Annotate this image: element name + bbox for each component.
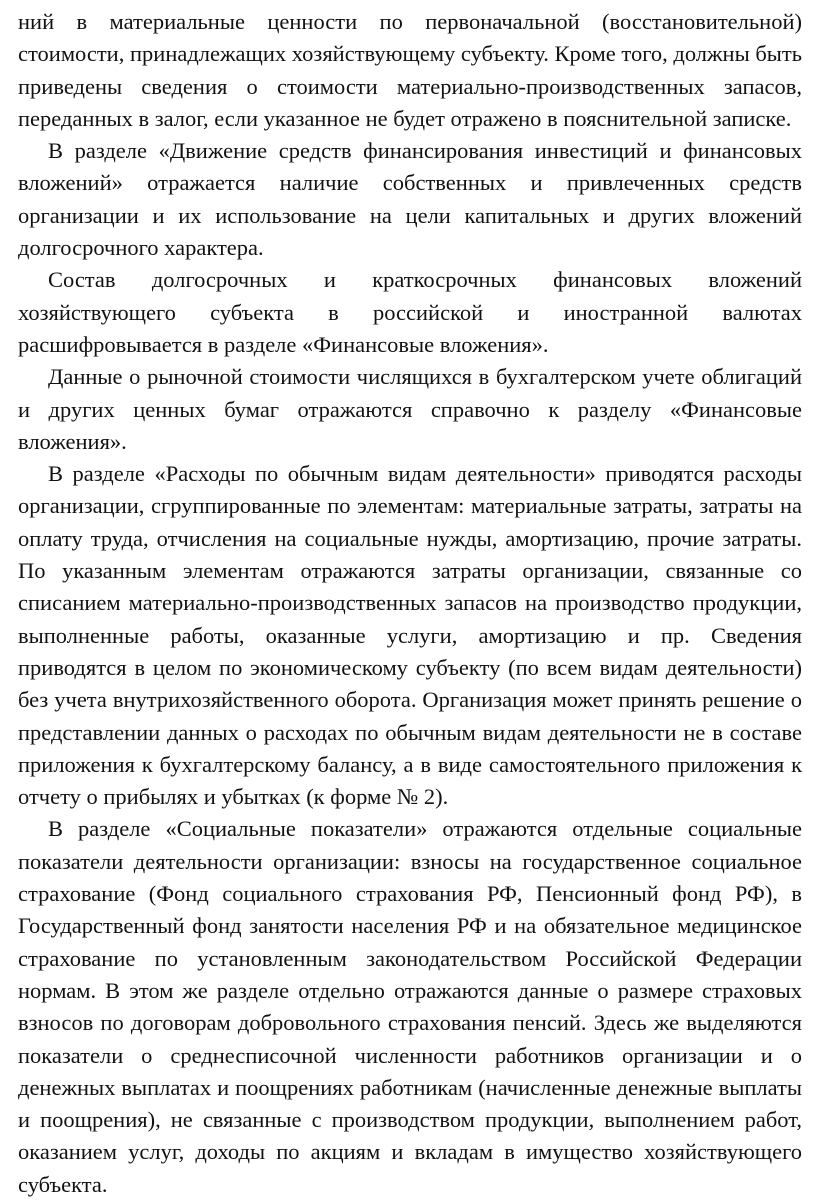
paragraph-continuation: ний в материальные ценности по первоначальной (восстановительной) стоимости, принадлежащих хозяйствующему субъекту. Кроме того, должны быть приведены сведения о стоимости материально-производственных запасов, переданных в залог, если указанное не будет отражено в пояснительной записке.: [18, 9, 802, 131]
paragraph-investment-financing: В разделе «Движение средств финансирования инвестиций и финансовых вложений» отражается наличие собственных и привлеченных средств организации и их использование на цели капитальных и других вложений долгосрочного характера.: [18, 138, 802, 261]
paragraph-ordinary-expenses: В разделе «Расходы по обычным видам деятельности» приводятся расходы организации, сгруппированные по элементам: материальные затраты, затраты на оплату труда, отчисления на социальные нужды, амортизацию, прочие затраты. По указанным элементам отражаются затраты организации, связанные со списанием материально-производственных запасов на производство продукции, выполненные работы, оказанные услуги, амортизацию и пр. Сведения приводятся в целом по экономическому субъекту (по всем видам деятельности) без учета внутрихозяйственного оборота. Организация может принять решение о представлении данных о расходах по обычным видам деятельности не в составе приложения к бухгалтерскому балансу, а в виде самостоятельного приложения к отчету о прибылях и убытках (к форме № 2).: [18, 461, 802, 810]
paragraph-market-value: Данные о рыночной стоимости числящихся в бухгалтерском учете облигаций и других ценных бумаг отражаются справочно к разделу «Финансовые вложения».: [18, 364, 802, 454]
paragraph-financial-investments: Состав долгосрочных и краткосрочных финансовых вложений хозяйствующего субъекта в российской и иностранной валютах расшифровывается в разделе «Финансовые вложения».: [18, 267, 802, 357]
document-page: [18, 6, 802, 1201]
paragraph-social-indicators: В разделе «Социальные показатели» отражаются отдельные социальные показатели деятельности организации: взносы на государственное социальное страхование (Фонд социального страхования РФ, Пенсионный фонд РФ), в Государственный фонд занятости населения РФ и на обязательное медицинское страхование по установленным законодательством Российской Федерации нормам. В этом же разделе отдельно отражаются данные о размере страховых взносов по договорам добровольного страхования пенсий. Здесь же выделяются показатели о среднесписочной численности работников организации и о денежных выплатах и поощрениях работникам (начисленные денежные выплаты и поощрения), не связанные с производством продукции, выполнением работ, оказанием услуг, доходы по акциям и вкладам в имущество хозяйствующего субъекта.: [18, 816, 802, 1197]
